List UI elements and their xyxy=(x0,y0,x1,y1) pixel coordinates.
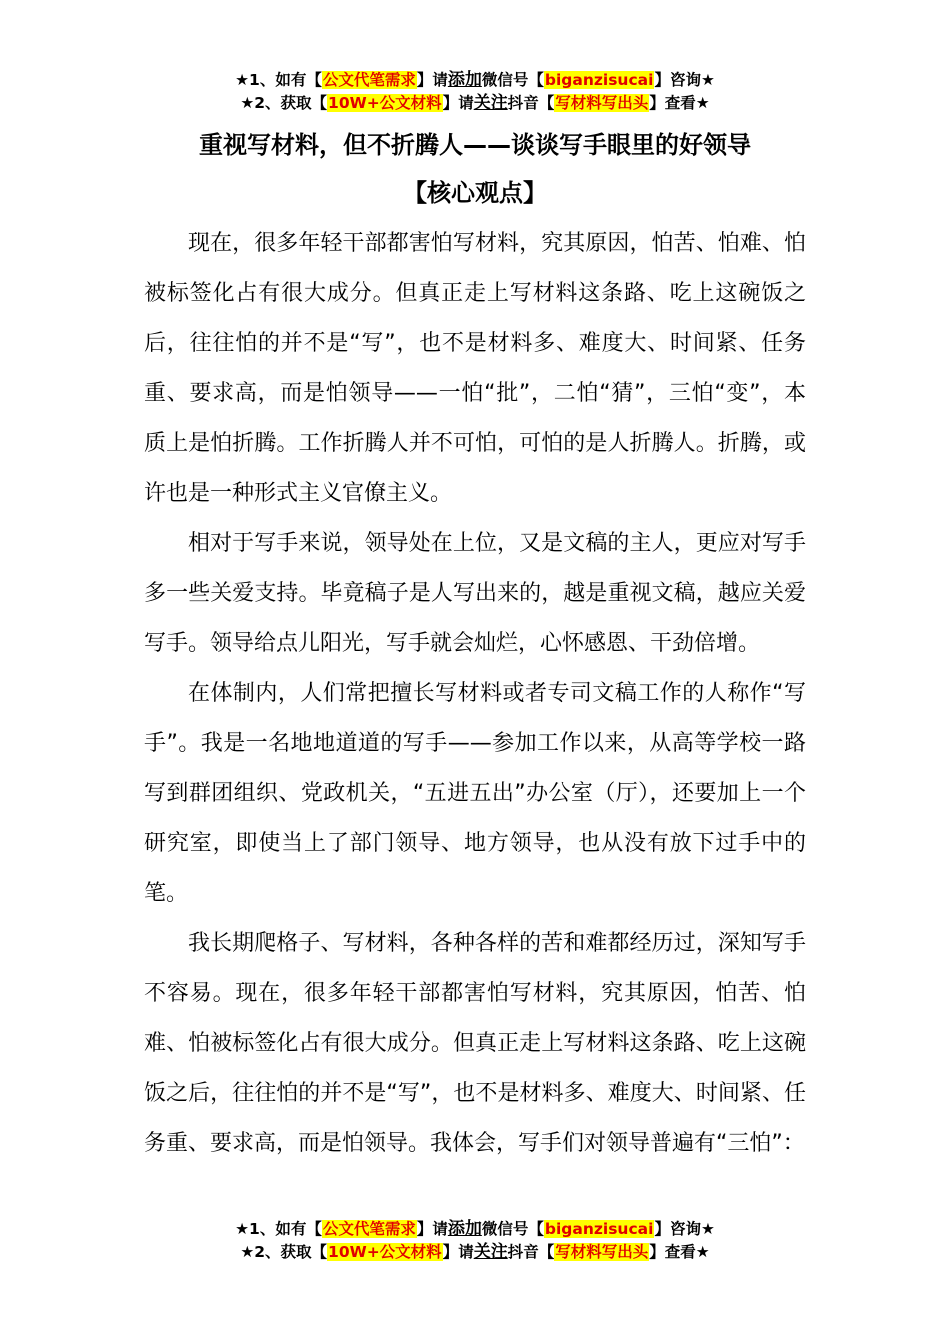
banner-text: 微信号【 xyxy=(481,1220,544,1238)
banner-text: 】查看★ xyxy=(649,1243,710,1261)
banner-highlight: biganzisucai xyxy=(544,1220,654,1238)
banner-highlight: 写材料写出头 xyxy=(555,94,649,112)
banner-line-2 xyxy=(0,1241,950,1264)
footer-banner xyxy=(0,1218,950,1264)
banner-highlight: 公文代笔需求 xyxy=(322,1220,416,1238)
paragraph-2: 相对于写手来说，领导处在上位，又是文稿的主人，更应对写手多一些关爱支持。毕竟稿子是人写出来的，越是重视文稿，越应关爱写手。领导给点儿阳光，写手就会灿烂，心怀感恩、干劲倍增。 xyxy=(144,531,806,656)
section-heading: 【核心观点】 xyxy=(403,179,547,207)
banner-text: 】咨询★ xyxy=(654,71,715,89)
banner-text: 】请 xyxy=(416,71,448,89)
banner-text: 抖音【 xyxy=(507,94,555,112)
banner-text: ★1、如有【 xyxy=(235,71,322,89)
banner-text: ★2、获取【 xyxy=(240,1243,328,1261)
banner-text: ★2、获取【 xyxy=(240,94,328,112)
banner-underlined-text: 关注 xyxy=(473,93,508,113)
document-title: 重视写材料，但不折腾人——谈谈写手眼里的好领导 xyxy=(199,131,751,159)
banner-text: 】请 xyxy=(442,94,474,112)
banner-underlined-text: 关注 xyxy=(473,1242,508,1262)
banner-underlined-text: 添加 xyxy=(447,70,482,90)
banner-text: 】查看★ xyxy=(649,94,710,112)
banner-text: ★1、如有【 xyxy=(235,1220,322,1238)
banner-line-1 xyxy=(0,1218,950,1241)
banner-text: 抖音【 xyxy=(507,1243,555,1261)
banner-line-2 xyxy=(0,92,950,115)
banner-highlight: 10W+公文材料 xyxy=(328,94,442,112)
banner-text: 】请 xyxy=(442,1243,474,1261)
banner-highlight: 10W+公文材料 xyxy=(328,1243,442,1261)
banner-highlight: 公文代笔需求 xyxy=(322,71,416,89)
banner-text: 】咨询★ xyxy=(654,1220,715,1238)
banner-underlined-text: 添加 xyxy=(447,1219,482,1239)
paragraph-1: 现在，很多年轻干部都害怕写材料，究其原因，怕苦、怕难、怕被标签化占有很大成分。但真正走上写材料这条路、吃上这碗饭之后，往往怕的并不是“写”，也不是材料多、难度大、时间紧、任务重、要求高，而是怕领导——一怕“批”，二怕“猜”，三怕“变”，本质上是怕折腾。工作折腾人并不可怕，可怕的是人折腾人。折腾，或许也是一种形式主义官僚主义。 xyxy=(144,231,806,506)
banner-highlight: 写材料写出头 xyxy=(555,1243,649,1261)
paragraph-4: 我长期爬格子、写材料，各种各样的苦和难都经历过，深知写手不容易。现在，很多年轻干部都害怕写材料，究其原因，怕苦、怕难、怕被标签化占有很大成分。但真正走上写材料这条路、吃上这碗饭之后，往往怕的并不是“写”，也不是材料多、难度大、时间紧、任务重、要求高，而是怕领导。我体会，写手们对领导普遍有“三怕”： xyxy=(144,931,806,1156)
banner-text: 】请 xyxy=(416,1220,448,1238)
banner-text: 微信号【 xyxy=(481,71,544,89)
header-banner xyxy=(0,69,950,115)
document-body xyxy=(144,219,806,1169)
banner-highlight: biganzisucai xyxy=(544,71,654,89)
banner-line-1 xyxy=(0,69,950,92)
paragraph-3: 在体制内，人们常把擅长写材料或者专司文稿工作的人称作“写手”。我是一名地地道道的写手——参加工作以来，从高等学校一路写到群团组织、党政机关，“五进五出”办公室（厅），还要加上一个研究室，即使当上了部门领导、地方领导，也从没有放下过手中的笔。 xyxy=(144,681,806,906)
